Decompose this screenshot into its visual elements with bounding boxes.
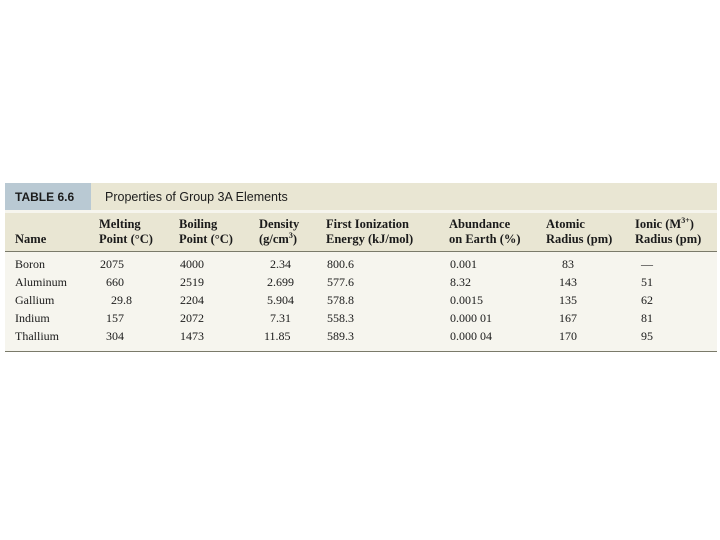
cell-boiling: 2204: [180, 293, 204, 307]
cell-density: 11.85: [264, 329, 291, 343]
header-boiling-point: [179, 217, 233, 247]
header-ionic-line2: Radius (pm): [635, 232, 702, 246]
cell-boiling: 2072: [180, 311, 204, 325]
header-abundance-line2: on Earth (%): [449, 232, 521, 246]
header-boiling-line2: Point (°C): [179, 232, 233, 246]
cell-boiling: 2519: [180, 275, 204, 289]
header-density-unit: (g/cm: [259, 232, 289, 246]
cell-boiling: 4000: [180, 257, 204, 271]
cell-density: 7.31: [270, 311, 291, 325]
cell-name: Boron: [15, 257, 45, 271]
cell-abundance: 0.000 04: [450, 329, 492, 343]
header-melting-line2: Point (°C): [99, 232, 153, 246]
cell-abundance: 0.0015: [450, 293, 483, 307]
cell-melting: 2075: [100, 257, 124, 271]
cell-melting: 660: [106, 275, 124, 289]
header-melting-point: [99, 217, 153, 247]
header-rule: [5, 251, 717, 252]
header-density-exponent: 3: [288, 230, 293, 240]
header-boiling-line1: Boiling: [179, 217, 218, 231]
bottom-rule: [5, 351, 717, 352]
cell-boiling: 1473: [180, 329, 204, 343]
cell-abundance: 0.000 01: [450, 311, 492, 325]
cell-name: Thallium: [15, 329, 59, 343]
table-title: Properties of Group 3A Elements: [105, 189, 288, 204]
header-atomic-line2: Radius (pm): [546, 232, 613, 246]
cell-name: Gallium: [15, 293, 55, 307]
header-density-close: ): [292, 232, 298, 246]
cell-atomic-radius: 170: [559, 329, 577, 343]
cell-melting: 157: [106, 311, 124, 325]
cell-density: 5.904: [267, 293, 294, 307]
cell-ionic-radius: 51: [641, 275, 653, 289]
header-atomic-radius: [546, 217, 612, 247]
header-density-line1: Density: [259, 217, 300, 231]
header-melting-line1: Melting: [99, 217, 141, 231]
cell-ionization: 577.6: [327, 275, 354, 289]
cell-ionic-radius: 81: [641, 311, 653, 325]
header-density-line2: [259, 232, 299, 247]
header-name: [15, 232, 46, 247]
cell-atomic-radius: 143: [559, 275, 577, 289]
cell-name: Indium: [15, 311, 50, 325]
cell-atomic-radius: 135: [559, 293, 577, 307]
header-ionic-radius: [635, 217, 701, 247]
cell-ionization: 800.6: [327, 257, 354, 271]
header-ionic-charge: 3+: [681, 215, 690, 225]
cell-ionic-radius: 95: [641, 329, 653, 343]
header-abundance-line1: Abundance: [449, 217, 511, 231]
cell-abundance: 8.32: [450, 275, 471, 289]
header-first-ionization-energy: [326, 217, 413, 247]
cell-density: 2.699: [267, 275, 294, 289]
cell-melting: 29.8: [111, 293, 132, 307]
header-ionization-line1: First Ionization: [326, 217, 409, 231]
table-number-tag: TABLE 6.6: [5, 183, 91, 210]
header-abundance: [449, 217, 521, 247]
cell-melting: 304: [106, 329, 124, 343]
cell-ionization: 578.8: [327, 293, 354, 307]
cell-name: Aluminum: [15, 275, 68, 289]
cell-ionic-radius: 62: [641, 293, 653, 307]
header-ionic-symbol: Ionic (M: [635, 217, 682, 231]
header-ionization-line2: Energy (kJ/mol): [326, 232, 414, 246]
cell-atomic-radius: 167: [559, 311, 577, 325]
cell-ionization: 558.3: [327, 311, 354, 325]
cell-ionic-radius: —: [641, 257, 653, 271]
header-ionic-line1: [635, 217, 701, 232]
cell-atomic-radius: 83: [562, 257, 574, 271]
header-name-text: Name: [15, 232, 47, 246]
header-atomic-line1: Atomic: [546, 217, 585, 231]
cell-ionization: 589.3: [327, 329, 354, 343]
cell-abundance: 0.001: [450, 257, 477, 271]
cell-density: 2.34: [270, 257, 291, 271]
header-density: [259, 217, 299, 247]
properties-table: [5, 183, 717, 352]
header-ionic-close: ): [689, 217, 694, 231]
